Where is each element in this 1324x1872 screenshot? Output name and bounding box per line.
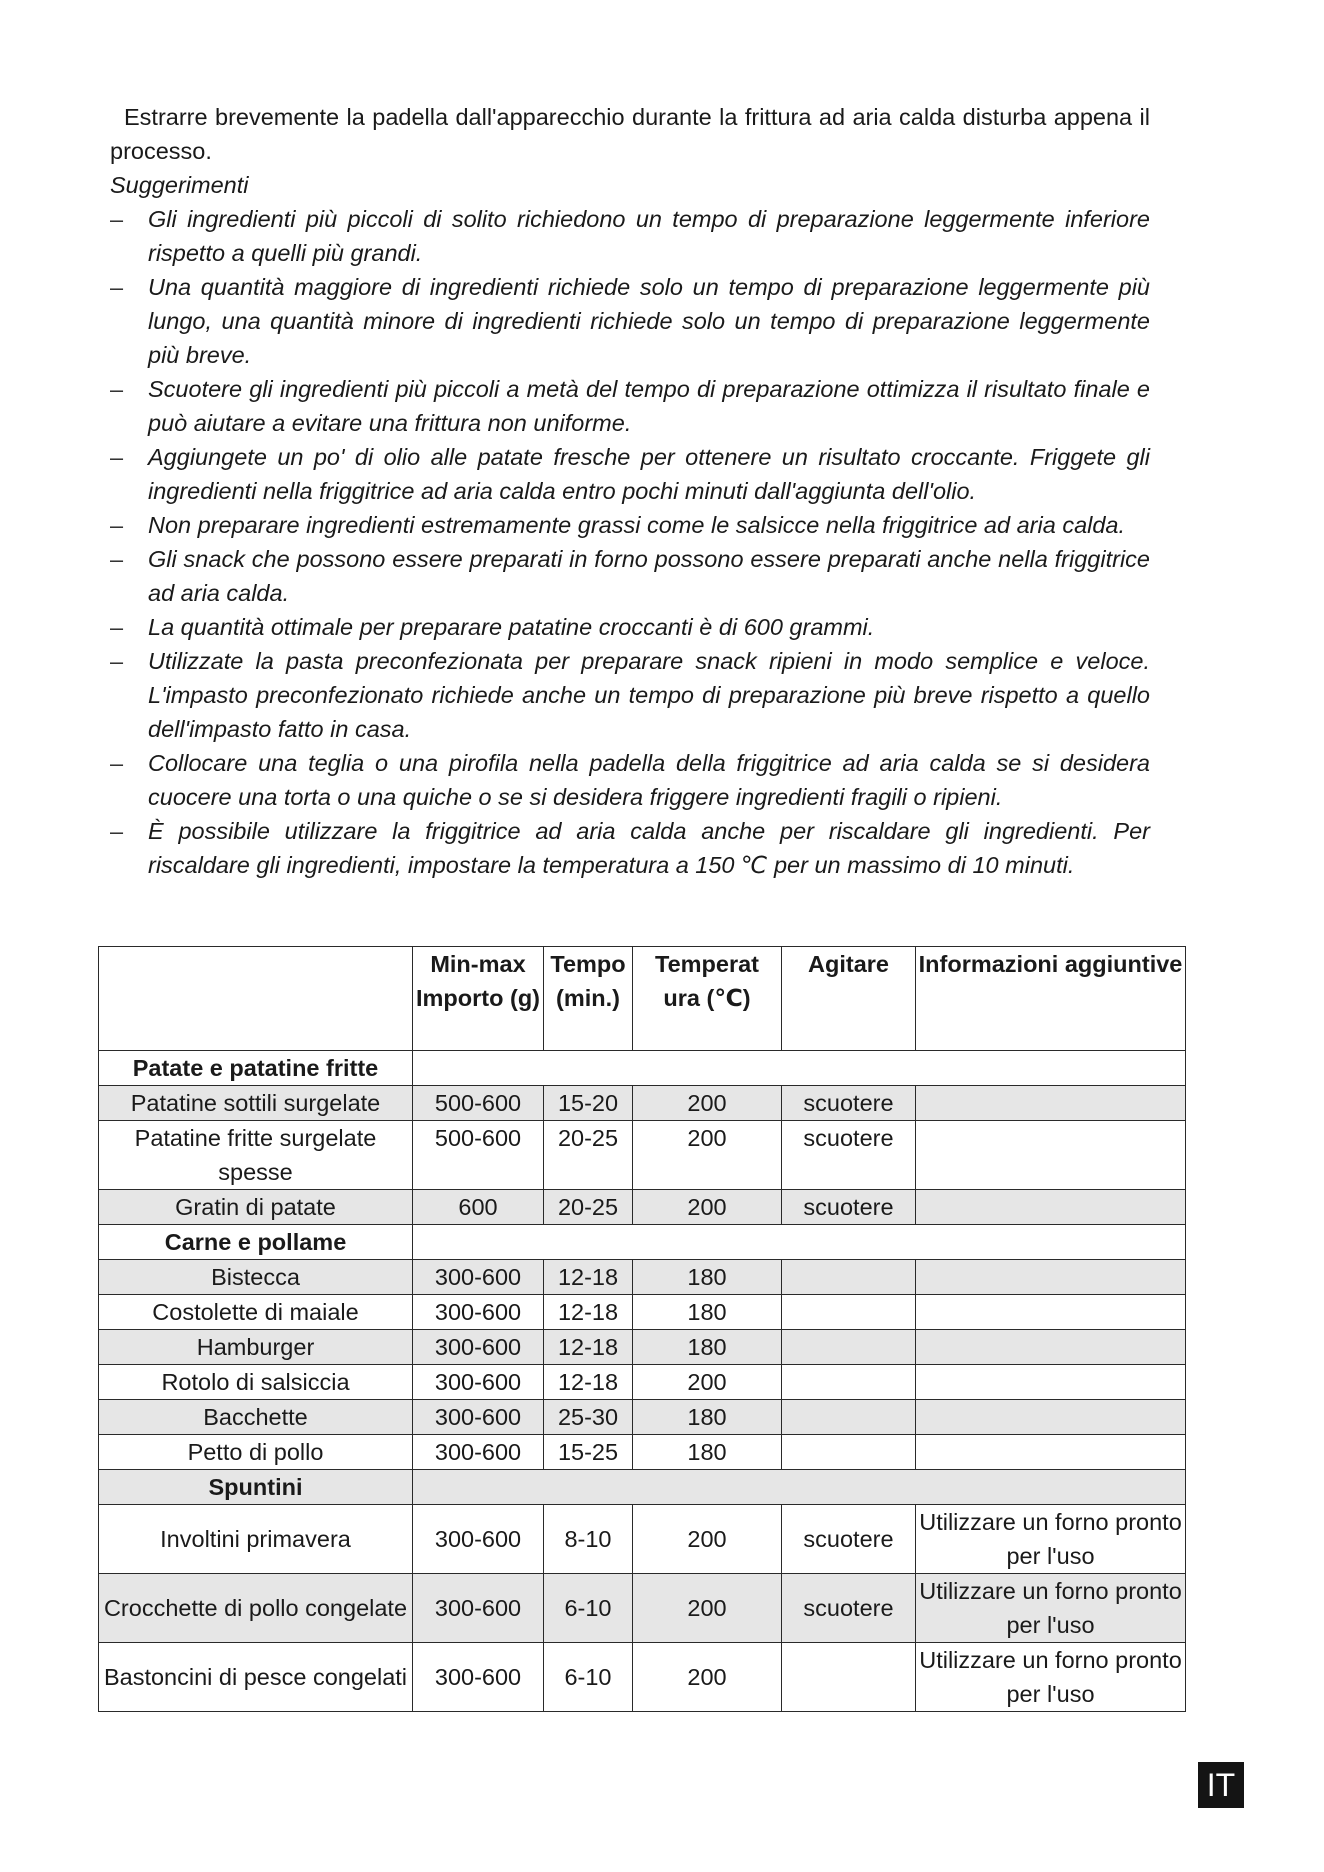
tip-text: Una quantità maggiore di ingredienti richiede solo un tempo di preparazione leggermente più lungo, una quantità minore di ingredienti richiede solo un tempo di preparazione leggermente più breve. [148,274,1150,368]
header-temperature: Temperat ura (℃) [633,947,782,1051]
cell-temperature: 200 [633,1643,782,1712]
bullet-dash: – [110,750,124,776]
tip-text: Gli snack che possono essere preparati in forno possono essere preparati anche nella friggitrice ad aria calda. [148,546,1150,606]
cell-time: 6-10 [544,1574,633,1643]
category-name: Patate e patatine fritte [99,1051,413,1086]
tip-text: La quantità ottimale per preparare patatine croccanti è di 600 grammi. [148,614,875,640]
tip-text: Scuotere gli ingredienti più piccoli a metà del tempo di preparazione ottimizza il risultato finale e può aiutare a evitare una frittura non uniforme. [148,376,1150,436]
tip-item [110,440,1150,508]
category-filler [413,1470,1186,1505]
cell-temperature: 180 [633,1330,782,1365]
header-time: Tempo (min.) [544,947,633,1051]
cell-amount: 600 [413,1190,544,1225]
table-row [99,1295,1186,1330]
cell-food: Petto di pollo [99,1435,413,1470]
cell-extra-info: Utilizzare un forno pronto per l'uso [916,1643,1186,1712]
cell-shake [782,1260,916,1295]
cell-food: Bistecca [99,1260,413,1295]
cell-extra-info [916,1330,1186,1365]
category-name: Carne e pollame [99,1225,413,1260]
cell-food: Patatine fritte surgelate spesse [99,1121,413,1190]
cell-extra-info: Utilizzare un forno pronto per l'uso [916,1505,1186,1574]
table-header-row [99,947,1186,1051]
cell-amount: 500-600 [413,1121,544,1190]
table-row [99,1190,1186,1225]
cell-shake [782,1435,916,1470]
cell-shake: scuotere [782,1574,916,1643]
cell-temperature: 180 [633,1400,782,1435]
table-row [99,1643,1186,1712]
cell-temperature: 180 [633,1295,782,1330]
cell-time: 15-25 [544,1435,633,1470]
cell-time: 8-10 [544,1505,633,1574]
table-row [99,1121,1186,1190]
table-row [99,1574,1186,1643]
cell-food: Rotolo di salsiccia [99,1365,413,1400]
tip-item [110,270,1150,372]
category-row [99,1470,1186,1505]
bullet-dash: – [110,512,124,538]
bullet-dash: – [110,648,124,674]
cell-amount: 500-600 [413,1086,544,1121]
cell-amount: 300-600 [413,1295,544,1330]
header-amount: Min-max Importo (g) [413,947,544,1051]
cell-time: 20-25 [544,1121,633,1190]
tip-item [110,610,1150,644]
cell-shake [782,1330,916,1365]
cell-shake: scuotere [782,1121,916,1190]
cell-extra-info [916,1435,1186,1470]
cell-shake: scuotere [782,1086,916,1121]
table-row [99,1365,1186,1400]
bullet-dash: – [110,614,124,640]
cell-time: 6-10 [544,1643,633,1712]
cell-time: 25-30 [544,1400,633,1435]
cell-amount: 300-600 [413,1260,544,1295]
tip-text: Aggiungete un po' di olio alle patate fresche per ottenere un risultato croccante. Friggete gli ingredienti nella friggitrice ad aria calda entro pochi minuti dall'aggiunta dell'olio. [148,444,1150,504]
cell-extra-info [916,1295,1186,1330]
cell-food: Hamburger [99,1330,413,1365]
cell-temperature: 200 [633,1190,782,1225]
table-row [99,1435,1186,1470]
cell-temperature: 200 [633,1121,782,1190]
cell-temperature: 200 [633,1365,782,1400]
cell-food: Costolette di maiale [99,1295,413,1330]
cell-temperature: 200 [633,1574,782,1643]
bullet-dash: – [110,376,124,402]
cell-time: 15-20 [544,1086,633,1121]
cell-extra-info [916,1260,1186,1295]
cell-amount: 300-600 [413,1400,544,1435]
tips-list [110,202,1150,882]
bullet-dash: – [110,206,124,232]
bullet-dash: – [110,546,124,572]
table-row [99,1260,1186,1295]
cell-food: Patatine sottili surgelate [99,1086,413,1121]
cell-food: Involtini primavera [99,1505,413,1574]
cell-food: Bacchette [99,1400,413,1435]
table-row [99,1505,1186,1574]
tip-item [110,644,1150,746]
cell-time: 12-18 [544,1295,633,1330]
cell-amount: 300-600 [413,1574,544,1643]
cell-temperature: 200 [633,1086,782,1121]
cell-amount: 300-600 [413,1330,544,1365]
cell-extra-info: Utilizzare un forno pronto per l'uso [916,1574,1186,1643]
tip-text: È possibile utilizzare la friggitrice ad aria calda anche per riscaldare gli ingredienti. Per riscaldare gli ingredienti, impostare la temperatura a 150 ℃ per un massimo di 10 minuti. [148,818,1150,878]
cell-amount: 300-600 [413,1365,544,1400]
tip-item [110,814,1150,882]
cell-shake [782,1295,916,1330]
table-row [99,1400,1186,1435]
tip-item [110,508,1150,542]
table-row [99,1086,1186,1121]
category-row [99,1051,1186,1086]
cell-amount: 300-600 [413,1435,544,1470]
cell-food: Bastoncini di pesce congelati [99,1643,413,1712]
table-row [99,1330,1186,1365]
cell-time: 12-18 [544,1330,633,1365]
tip-item [110,746,1150,814]
bullet-dash: – [110,274,124,300]
header-food [99,947,413,1051]
cell-temperature: 200 [633,1505,782,1574]
cell-time: 12-18 [544,1260,633,1295]
header-extra-info: Informazioni aggiuntive [916,947,1186,1051]
bullet-dash: – [110,444,124,470]
cell-shake: scuotere [782,1190,916,1225]
cell-shake [782,1365,916,1400]
text-block [110,100,1150,882]
cell-extra-info [916,1365,1186,1400]
tip-text: Gli ingredienti più piccoli di solito richiedono un tempo di preparazione leggermente inferiore rispetto a quelli più grandi. [148,206,1150,266]
cooking-table [98,946,1186,1712]
cell-extra-info [916,1400,1186,1435]
header-shake: Agitare [782,947,916,1051]
cell-temperature: 180 [633,1260,782,1295]
cell-extra-info [916,1086,1186,1121]
tip-text: Collocare una teglia o una pirofila nella padella della friggitrice ad aria calda se si desidera cuocere una torta o una quiche o se si desidera friggere ingredienti fragili o ripieni. [148,750,1150,810]
tip-text: Utilizzate la pasta preconfezionata per preparare snack ripieni in modo semplice e veloce. L'impasto preconfezionato richiede anche un tempo di preparazione più breve rispetto a quello dell'impasto fatto in casa. [148,648,1150,742]
cell-shake [782,1643,916,1712]
intro-paragraph: Estrarre brevemente la padella dall'apparecchio durante la frittura ad aria calda disturba appena il processo. [110,104,1150,164]
bullet-dash: – [110,818,124,844]
cell-time: 12-18 [544,1365,633,1400]
cell-extra-info [916,1190,1186,1225]
cell-time: 20-25 [544,1190,633,1225]
cell-amount: 300-600 [413,1643,544,1712]
category-filler [413,1225,1186,1260]
cell-food: Gratin di patate [99,1190,413,1225]
tips-heading: Suggerimenti [110,172,249,198]
tip-item [110,202,1150,270]
category-filler [413,1051,1186,1086]
tip-text: Non preparare ingredienti estremamente grassi come le salsicce nella friggitrice ad aria calda. [148,512,1126,538]
cell-shake [782,1400,916,1435]
cell-temperature: 180 [633,1435,782,1470]
cell-extra-info [916,1121,1186,1190]
category-name: Spuntini [99,1470,413,1505]
cell-shake: scuotere [782,1505,916,1574]
tip-item [110,542,1150,610]
language-badge: IT [1198,1762,1244,1808]
tip-item [110,372,1150,440]
cell-food: Crocchette di pollo congelate [99,1574,413,1643]
cell-amount: 300-600 [413,1505,544,1574]
category-row [99,1225,1186,1260]
